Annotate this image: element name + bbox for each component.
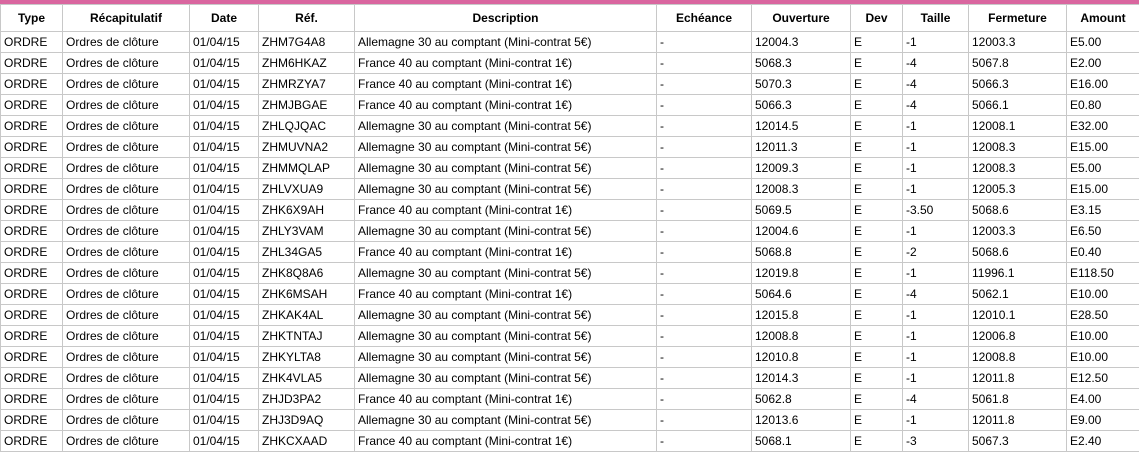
ouverture-cell: 12009.3: [752, 158, 851, 179]
type-cell: ORDRE: [1, 53, 63, 74]
echeance-cell: -: [657, 284, 752, 305]
recapitulatif-cell: Ordres de clôture: [63, 263, 190, 284]
echeance-cell: -: [657, 116, 752, 137]
dev-cell: E: [851, 347, 903, 368]
header-row: [1, 5, 1139, 32]
table-row[interactable]: [1, 221, 1139, 242]
description-cell: Allemagne 30 au comptant (Mini-contrat 5€): [355, 326, 657, 347]
dev-cell: E: [851, 158, 903, 179]
ouverture-cell: 5069.5: [752, 200, 851, 221]
recapitulatif-cell: Ordres de clôture: [63, 284, 190, 305]
fermeture-cell: 12008.8: [969, 347, 1067, 368]
echeance-cell: -: [657, 242, 752, 263]
date-cell: 01/04/15: [190, 410, 259, 431]
table-row[interactable]: [1, 305, 1139, 326]
description-cell: France 40 au comptant (Mini-contrat 1€): [355, 242, 657, 263]
fermeture-cell: 12006.8: [969, 326, 1067, 347]
echeance-cell: -: [657, 326, 752, 347]
description-cell: France 40 au comptant (Mini-contrat 1€): [355, 95, 657, 116]
fermeture-cell: 5061.8: [969, 389, 1067, 410]
taille-cell: -4: [903, 74, 969, 95]
amount-cell: E6.50: [1067, 221, 1139, 242]
ouverture-cell: 5070.3: [752, 74, 851, 95]
recapitulatif-cell: Ordres de clôture: [63, 431, 190, 452]
date-cell: 01/04/15: [190, 179, 259, 200]
echeance-cell: -: [657, 137, 752, 158]
amount-cell: E3.15: [1067, 200, 1139, 221]
date-cell: 01/04/15: [190, 95, 259, 116]
table-row[interactable]: [1, 263, 1139, 284]
recapitulatif-cell: Ordres de clôture: [63, 116, 190, 137]
ref-cell: ZHJD3PA2: [259, 389, 355, 410]
dev-cell: E: [851, 137, 903, 158]
echeance-cell: -: [657, 431, 752, 452]
taille-cell: -1: [903, 347, 969, 368]
description-cell: France 40 au comptant (Mini-contrat 1€): [355, 200, 657, 221]
ouverture-cell: 12014.3: [752, 368, 851, 389]
echeance-cell: -: [657, 389, 752, 410]
type-cell: ORDRE: [1, 284, 63, 305]
recapitulatif-cell: Ordres de clôture: [63, 242, 190, 263]
table-body: [1, 32, 1139, 452]
type-cell: ORDRE: [1, 389, 63, 410]
description-cell: France 40 au comptant (Mini-contrat 1€): [355, 389, 657, 410]
recapitulatif-cell: Ordres de clôture: [63, 221, 190, 242]
echeance-cell: -: [657, 200, 752, 221]
taille-cell: -1: [903, 137, 969, 158]
table-row[interactable]: [1, 410, 1139, 431]
recapitulatif-cell: Ordres de clôture: [63, 410, 190, 431]
ouverture-cell: 12008.3: [752, 179, 851, 200]
fermeture-cell: 12010.1: [969, 305, 1067, 326]
ref-cell: ZHK6MSAH: [259, 284, 355, 305]
echeance-cell: -: [657, 368, 752, 389]
fermeture-cell: 11996.1: [969, 263, 1067, 284]
recapitulatif-cell: Ordres de clôture: [63, 389, 190, 410]
dev-cell: E: [851, 368, 903, 389]
table-row[interactable]: [1, 284, 1139, 305]
ouverture-cell: 12010.8: [752, 347, 851, 368]
table-row[interactable]: [1, 368, 1139, 389]
date-cell: 01/04/15: [190, 200, 259, 221]
ref-cell: ZHKCXAAD: [259, 431, 355, 452]
dev-cell: E: [851, 284, 903, 305]
recapitulatif-cell: Ordres de clôture: [63, 179, 190, 200]
ref-cell: ZHMUVNA2: [259, 137, 355, 158]
column-header-description[interactable]: Description: [355, 5, 657, 32]
dev-cell: E: [851, 431, 903, 452]
table-row[interactable]: [1, 158, 1139, 179]
echeance-cell: -: [657, 95, 752, 116]
amount-cell: E10.00: [1067, 284, 1139, 305]
date-cell: 01/04/15: [190, 53, 259, 74]
description-cell: Allemagne 30 au comptant (Mini-contrat 5€): [355, 32, 657, 53]
description-cell: Allemagne 30 au comptant (Mini-contrat 5€): [355, 305, 657, 326]
ref-cell: ZHK4VLA5: [259, 368, 355, 389]
description-cell: France 40 au comptant (Mini-contrat 1€): [355, 74, 657, 95]
table-row[interactable]: [1, 116, 1139, 137]
taille-cell: -1: [903, 263, 969, 284]
fermeture-cell: 5067.3: [969, 431, 1067, 452]
ref-cell: ZHKYLTA8: [259, 347, 355, 368]
taille-cell: -4: [903, 284, 969, 305]
taille-cell: -1: [903, 368, 969, 389]
column-header-echeance[interactable]: Echéance: [657, 5, 752, 32]
dev-cell: E: [851, 32, 903, 53]
table-row[interactable]: [1, 431, 1139, 452]
taille-cell: -1: [903, 326, 969, 347]
ref-cell: ZHLVXUA9: [259, 179, 355, 200]
taille-cell: -1: [903, 305, 969, 326]
date-cell: 01/04/15: [190, 32, 259, 53]
fermeture-cell: 5068.6: [969, 200, 1067, 221]
date-cell: 01/04/15: [190, 326, 259, 347]
ref-cell: ZHK6X9AH: [259, 200, 355, 221]
echeance-cell: -: [657, 74, 752, 95]
description-cell: Allemagne 30 au comptant (Mini-contrat 5€): [355, 116, 657, 137]
fermeture-cell: 5066.1: [969, 95, 1067, 116]
amount-cell: E0.80: [1067, 95, 1139, 116]
type-cell: ORDRE: [1, 95, 63, 116]
description-cell: Allemagne 30 au comptant (Mini-contrat 5€): [355, 221, 657, 242]
amount-cell: E4.00: [1067, 389, 1139, 410]
recapitulatif-cell: Ordres de clôture: [63, 158, 190, 179]
amount-cell: E2.40: [1067, 431, 1139, 452]
ref-cell: ZHMJBGAE: [259, 95, 355, 116]
type-cell: ORDRE: [1, 221, 63, 242]
description-cell: France 40 au comptant (Mini-contrat 1€): [355, 53, 657, 74]
recapitulatif-cell: Ordres de clôture: [63, 305, 190, 326]
ouverture-cell: 12013.6: [752, 410, 851, 431]
echeance-cell: -: [657, 410, 752, 431]
taille-cell: -1: [903, 221, 969, 242]
amount-cell: E32.00: [1067, 116, 1139, 137]
fermeture-cell: 12008.1: [969, 116, 1067, 137]
description-cell: France 40 au comptant (Mini-contrat 1€): [355, 431, 657, 452]
amount-cell: E28.50: [1067, 305, 1139, 326]
ref-cell: ZHLQJQAC: [259, 116, 355, 137]
table-row[interactable]: [1, 200, 1139, 221]
fermeture-cell: 12011.8: [969, 410, 1067, 431]
dev-cell: E: [851, 116, 903, 137]
type-cell: ORDRE: [1, 368, 63, 389]
fermeture-cell: 12003.3: [969, 221, 1067, 242]
ouverture-cell: 5064.6: [752, 284, 851, 305]
echeance-cell: -: [657, 158, 752, 179]
date-cell: 01/04/15: [190, 347, 259, 368]
description-cell: Allemagne 30 au comptant (Mini-contrat 5€): [355, 137, 657, 158]
recapitulatif-cell: Ordres de clôture: [63, 74, 190, 95]
column-header-dev[interactable]: Dev: [851, 5, 903, 32]
column-header-type[interactable]: Type: [1, 5, 63, 32]
amount-cell: E16.00: [1067, 74, 1139, 95]
echeance-cell: -: [657, 305, 752, 326]
amount-cell: E15.00: [1067, 137, 1139, 158]
taille-cell: -3.50: [903, 200, 969, 221]
ouverture-cell: 5062.8: [752, 389, 851, 410]
amount-cell: E9.00: [1067, 410, 1139, 431]
dev-cell: E: [851, 410, 903, 431]
ouverture-cell: 5068.1: [752, 431, 851, 452]
type-cell: ORDRE: [1, 305, 63, 326]
fermeture-cell: 12011.8: [969, 368, 1067, 389]
table-row[interactable]: [1, 326, 1139, 347]
date-cell: 01/04/15: [190, 263, 259, 284]
taille-cell: -4: [903, 95, 969, 116]
date-cell: 01/04/15: [190, 221, 259, 242]
taille-cell: -1: [903, 32, 969, 53]
fermeture-cell: 12008.3: [969, 137, 1067, 158]
recapitulatif-cell: Ordres de clôture: [63, 137, 190, 158]
fermeture-cell: 5066.3: [969, 74, 1067, 95]
dev-cell: E: [851, 200, 903, 221]
date-cell: 01/04/15: [190, 116, 259, 137]
description-cell: Allemagne 30 au comptant (Mini-contrat 5€): [355, 368, 657, 389]
ouverture-cell: 12008.8: [752, 326, 851, 347]
recapitulatif-cell: Ordres de clôture: [63, 32, 190, 53]
date-cell: 01/04/15: [190, 242, 259, 263]
echeance-cell: -: [657, 53, 752, 74]
ref-cell: ZHMMQLAP: [259, 158, 355, 179]
dev-cell: E: [851, 53, 903, 74]
dev-cell: E: [851, 179, 903, 200]
table-row[interactable]: [1, 53, 1139, 74]
recapitulatif-cell: Ordres de clôture: [63, 326, 190, 347]
dev-cell: E: [851, 263, 903, 284]
dev-cell: E: [851, 74, 903, 95]
column-header-ref[interactable]: Réf.: [259, 5, 355, 32]
amount-cell: E15.00: [1067, 179, 1139, 200]
dev-cell: E: [851, 389, 903, 410]
ouverture-cell: 12011.3: [752, 137, 851, 158]
amount-cell: E12.50: [1067, 368, 1139, 389]
amount-cell: E10.00: [1067, 347, 1139, 368]
column-header-fermeture[interactable]: Fermeture: [969, 5, 1067, 32]
type-cell: ORDRE: [1, 32, 63, 53]
ouverture-cell: 12019.8: [752, 263, 851, 284]
description-cell: Allemagne 30 au comptant (Mini-contrat 5€): [355, 263, 657, 284]
taille-cell: -2: [903, 242, 969, 263]
date-cell: 01/04/15: [190, 368, 259, 389]
taille-cell: -1: [903, 179, 969, 200]
column-header-amount[interactable]: Amount: [1067, 5, 1139, 32]
column-header-taille[interactable]: Taille: [903, 5, 969, 32]
taille-cell: -1: [903, 410, 969, 431]
fermeture-cell: 12003.3: [969, 32, 1067, 53]
column-header-ouverture[interactable]: Ouverture: [752, 5, 851, 32]
taille-cell: -3: [903, 431, 969, 452]
type-cell: ORDRE: [1, 200, 63, 221]
ref-cell: ZHM6HKAZ: [259, 53, 355, 74]
ouverture-cell: 12004.3: [752, 32, 851, 53]
ref-cell: ZHM7G4A8: [259, 32, 355, 53]
amount-cell: E2.00: [1067, 53, 1139, 74]
recapitulatif-cell: Ordres de clôture: [63, 368, 190, 389]
recapitulatif-cell: Ordres de clôture: [63, 347, 190, 368]
ouverture-cell: 12004.6: [752, 221, 851, 242]
taille-cell: -1: [903, 158, 969, 179]
ref-cell: ZHMRZYA7: [259, 74, 355, 95]
type-cell: ORDRE: [1, 74, 63, 95]
table-row[interactable]: [1, 95, 1139, 116]
amount-cell: E5.00: [1067, 32, 1139, 53]
echeance-cell: -: [657, 263, 752, 284]
table-row[interactable]: [1, 389, 1139, 410]
date-cell: 01/04/15: [190, 431, 259, 452]
table-row[interactable]: [1, 347, 1139, 368]
ouverture-cell: 5066.3: [752, 95, 851, 116]
ouverture-cell: 5068.3: [752, 53, 851, 74]
dev-cell: E: [851, 242, 903, 263]
taille-cell: -4: [903, 389, 969, 410]
description-cell: Allemagne 30 au comptant (Mini-contrat 5€): [355, 410, 657, 431]
type-cell: ORDRE: [1, 347, 63, 368]
description-cell: Allemagne 30 au comptant (Mini-contrat 5€): [355, 179, 657, 200]
date-cell: 01/04/15: [190, 137, 259, 158]
dev-cell: E: [851, 326, 903, 347]
recapitulatif-cell: Ordres de clôture: [63, 53, 190, 74]
ref-cell: ZHKTNTAJ: [259, 326, 355, 347]
fermeture-cell: 12005.3: [969, 179, 1067, 200]
type-cell: ORDRE: [1, 137, 63, 158]
fermeture-cell: 5068.6: [969, 242, 1067, 263]
description-cell: France 40 au comptant (Mini-contrat 1€): [355, 284, 657, 305]
type-cell: ORDRE: [1, 326, 63, 347]
type-cell: ORDRE: [1, 263, 63, 284]
ref-cell: ZHLY3VAM: [259, 221, 355, 242]
date-cell: 01/04/15: [190, 158, 259, 179]
recapitulatif-cell: Ordres de clôture: [63, 200, 190, 221]
type-cell: ORDRE: [1, 116, 63, 137]
amount-cell: E10.00: [1067, 326, 1139, 347]
table-row[interactable]: [1, 242, 1139, 263]
ref-cell: ZHL34GA5: [259, 242, 355, 263]
echeance-cell: -: [657, 221, 752, 242]
table-row[interactable]: [1, 74, 1139, 95]
type-cell: ORDRE: [1, 431, 63, 452]
table-row[interactable]: [1, 32, 1139, 53]
fermeture-cell: 5067.8: [969, 53, 1067, 74]
ouverture-cell: 12014.5: [752, 116, 851, 137]
amount-cell: E118.50: [1067, 263, 1139, 284]
dev-cell: E: [851, 305, 903, 326]
table-row[interactable]: [1, 179, 1139, 200]
echeance-cell: -: [657, 347, 752, 368]
date-cell: 01/04/15: [190, 284, 259, 305]
type-cell: ORDRE: [1, 179, 63, 200]
table-row[interactable]: [1, 137, 1139, 158]
taille-cell: -4: [903, 53, 969, 74]
transactions-table: [0, 4, 1139, 452]
column-header-date[interactable]: Date: [190, 5, 259, 32]
type-cell: ORDRE: [1, 410, 63, 431]
ref-cell: ZHKAK4AL: [259, 305, 355, 326]
recapitulatif-cell: Ordres de clôture: [63, 95, 190, 116]
type-cell: ORDRE: [1, 158, 63, 179]
description-cell: Allemagne 30 au comptant (Mini-contrat 5€): [355, 158, 657, 179]
type-cell: ORDRE: [1, 242, 63, 263]
date-cell: 01/04/15: [190, 305, 259, 326]
echeance-cell: -: [657, 179, 752, 200]
description-cell: Allemagne 30 au comptant (Mini-contrat 5€): [355, 347, 657, 368]
ref-cell: ZHJ3D9AQ: [259, 410, 355, 431]
fermeture-cell: 5062.1: [969, 284, 1067, 305]
column-header-recapitulatif[interactable]: Récapitulatif: [63, 5, 190, 32]
amount-cell: E0.40: [1067, 242, 1139, 263]
date-cell: 01/04/15: [190, 74, 259, 95]
dev-cell: E: [851, 95, 903, 116]
date-cell: 01/04/15: [190, 389, 259, 410]
ouverture-cell: 12015.8: [752, 305, 851, 326]
ref-cell: ZHK8Q8A6: [259, 263, 355, 284]
amount-cell: E5.00: [1067, 158, 1139, 179]
ouverture-cell: 5068.8: [752, 242, 851, 263]
echeance-cell: -: [657, 32, 752, 53]
fermeture-cell: 12008.3: [969, 158, 1067, 179]
taille-cell: -1: [903, 116, 969, 137]
dev-cell: E: [851, 221, 903, 242]
